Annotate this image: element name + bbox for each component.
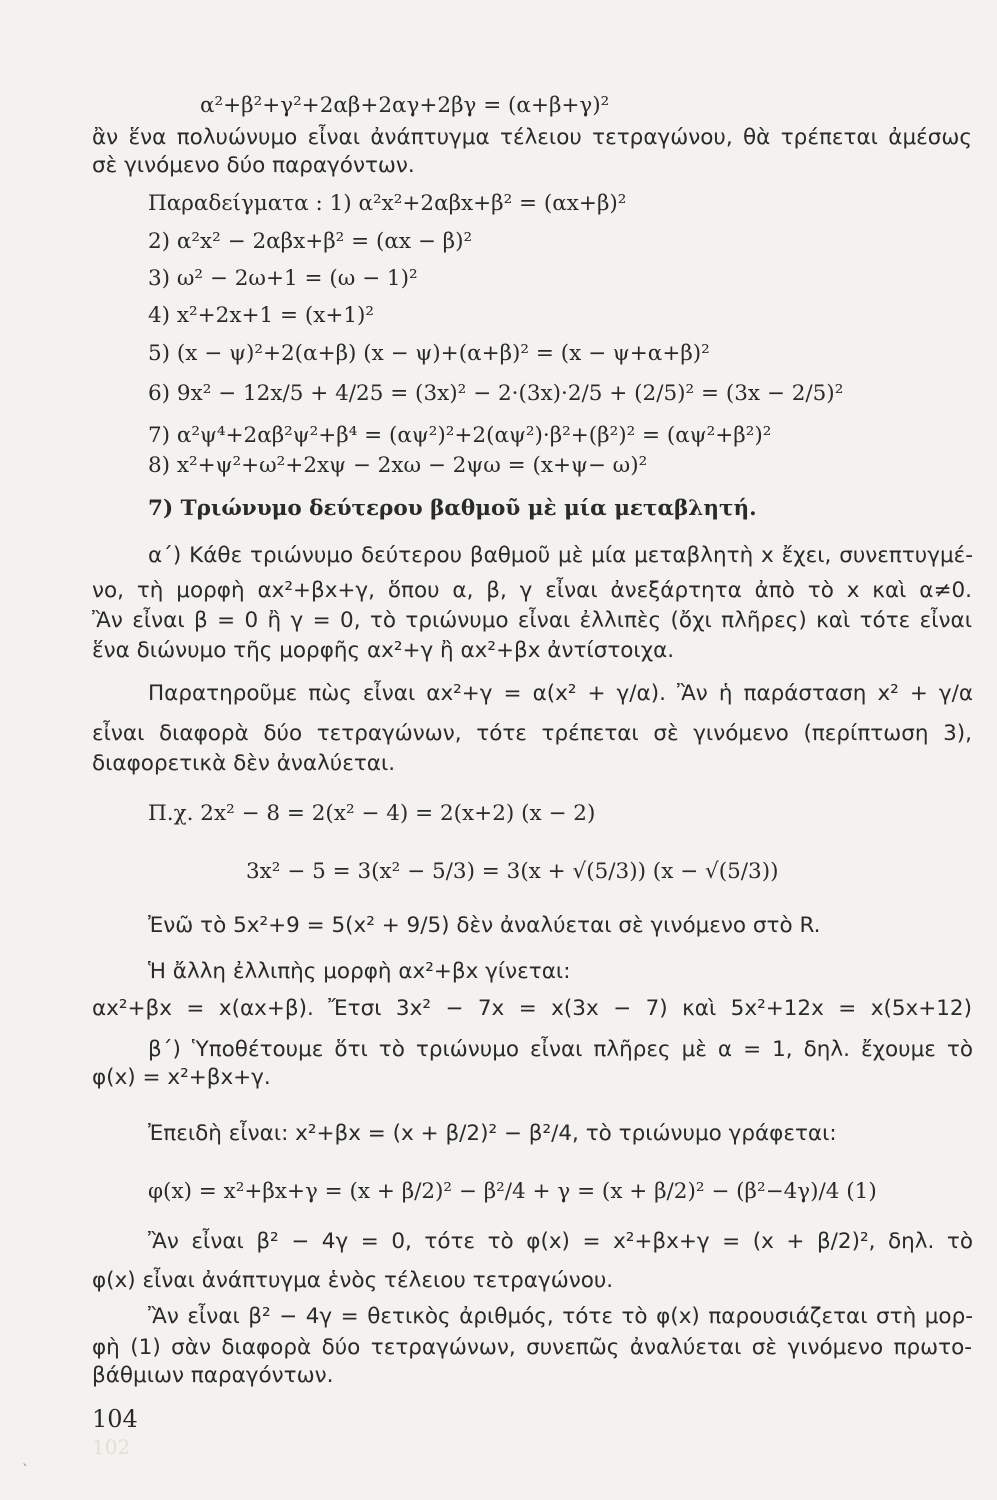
text-line: φ(x) = x²+βx+γ. <box>92 1065 271 1090</box>
example-5: 5) (x − ψ)²+2(α+β) (x − ψ)+(α+β)² = (x − ψ+α+β)² <box>148 341 710 366</box>
example-2: 2) α²x² − 2αβx+β² = (αx − β)² <box>148 229 473 254</box>
text-line: ἂν ἕνα πολυώνυμο εἶναι ἀνάπτυγμα τέλειου τετραγώνου, θὰ τρέπεται ἀμέσως <box>92 125 972 150</box>
text-line: αx²+βx = x(αx+β). Ἔτσι 3x² − 7x = x(3x − 7) καὶ 5x²+12x = x(5x+12) <box>92 996 972 1021</box>
example-7: 7) α²ψ⁴+2αβ²ψ²+β⁴ = (αψ²)²+2(αψ²)·β²+(β²)² = (αψ²+β²)² <box>148 423 772 448</box>
text-line: β΄) Ὑποθέτουμε ὅτι τὸ τριώνυμο εἶναι πλῆρες μὲ α = 1, δηλ. ἔχουμε τὸ <box>148 1037 973 1062</box>
example-8: 8) x²+ψ²+ω²+2xψ − 2xω − 2ψω = (x+ψ− ω)² <box>148 453 648 478</box>
text-line: Παρατηροῦμε πὼς εἶναι αx²+γ = α(x² + γ/α). Ἂν ἡ παράσταση x² + γ/α <box>148 681 973 706</box>
text-line: νο, τὴ μορφὴ αx²+βx+γ, ὅπου α, β, γ εἶναι ἀνεξάρτητα ἀπὸ τὸ x καὶ α≠0. <box>92 578 972 603</box>
stray-mark: ` <box>22 1463 29 1479</box>
text-line: σὲ γινόμενο δύο παραγόντων. <box>92 153 415 178</box>
text-line: εἶναι διαφορὰ δύο τετραγώνων, τότε τρέπεται σὲ γινόμενο (περίπτωση 3), <box>92 721 972 746</box>
text-line: φ(x) εἶναι ἀνάπτυγμα ἑνὸς τέλειου τετραγώνου. <box>92 1268 614 1293</box>
text-line: Ἡ ἄλλη ἐλλιπὴς μορφὴ αx²+βx γίνεται: <box>148 959 571 984</box>
text-line: Ἂν εἶναι β² − 4γ = 0, τότε τὸ φ(x) = x²+βx+γ = (x + β/2)², δηλ. τὸ <box>148 1229 973 1254</box>
example-4: 4) x²+2x+1 = (x+1)² <box>148 303 375 328</box>
text-line: διαφορετικὰ δὲν ἀναλύεται. <box>92 751 396 776</box>
page-number: 104 <box>92 1405 138 1433</box>
section-heading: 7) Τριώνυμο δεύτερου βαθμοῦ μὲ μία μεταβλητή. <box>148 496 757 521</box>
text-line: ἕνα διώνυμο τῆς μορφῆς αx²+γ ἢ αx²+βx ἀντίστοιχα. <box>92 638 675 663</box>
text-line: Ἂν εἶναι β² − 4γ = θετικὸς ἀριθμός, τότε τὸ φ(x) παρουσιάζεται στὴ μορ- <box>148 1304 973 1329</box>
example-line: Π.χ. 2x² − 8 = 2(x² − 4) = 2(x+2) (x − 2) <box>148 801 596 826</box>
text-line: φὴ (1) σὰν διαφορὰ δύο τετραγώνων, συνεπῶς ἀναλύεται σὲ γινόμενο πρωτο- <box>92 1335 972 1360</box>
example-3: 3) ω² − 2ω+1 = (ω − 1)² <box>148 266 418 291</box>
example-line: 3x² − 5 = 3(x² − 5/3) = 3(x + √(5/3)) (x − √(5/3)) <box>246 859 779 884</box>
identity-formula: α²+β²+γ²+2αβ+2αγ+2βγ = (α+β+γ)² <box>200 93 610 118</box>
bleed-through-page-number: 102 <box>92 1435 131 1459</box>
text-line: Ἐπειδὴ εἶναι: x²+βx = (x + β/2)² − β²/4, τὸ τριώνυμο γράφεται: <box>148 1121 837 1146</box>
examples-heading: Παραδείγματα : 1) α²x²+2αβx+β² = (αx+β)² <box>148 191 627 216</box>
text-line: Ἐνῶ τὸ 5x²+9 = 5(x² + 9/5) δὲν ἀναλύεται σὲ γινόμενο στὸ R. <box>148 913 821 938</box>
text-line: Ἂν εἶναι β = 0 ἢ γ = 0, τὸ τριώνυμο εἶναι ἐλλιπὲς (ὄχι πλῆρες) καὶ τότε εἶναι <box>92 608 972 633</box>
formula-1: φ(x) = x²+βx+γ = (x + β/2)² − β²/4 + γ = (x + β/2)² − (β²−4γ)/4 (1) <box>148 1179 877 1204</box>
text-line: βάθμιων παραγόντων. <box>92 1363 334 1388</box>
example-6: 6) 9x² − 12x/5 + 4/25 = (3x)² − 2·(3x)·2/5 + (2/5)² = (3x − 2/5)² <box>148 381 844 406</box>
text-line: α΄) Κάθε τριώνυμο δεύτερου βαθμοῦ μὲ μία μεταβλητὴ x ἔχει, συνεπτυγμέ- <box>148 543 973 568</box>
